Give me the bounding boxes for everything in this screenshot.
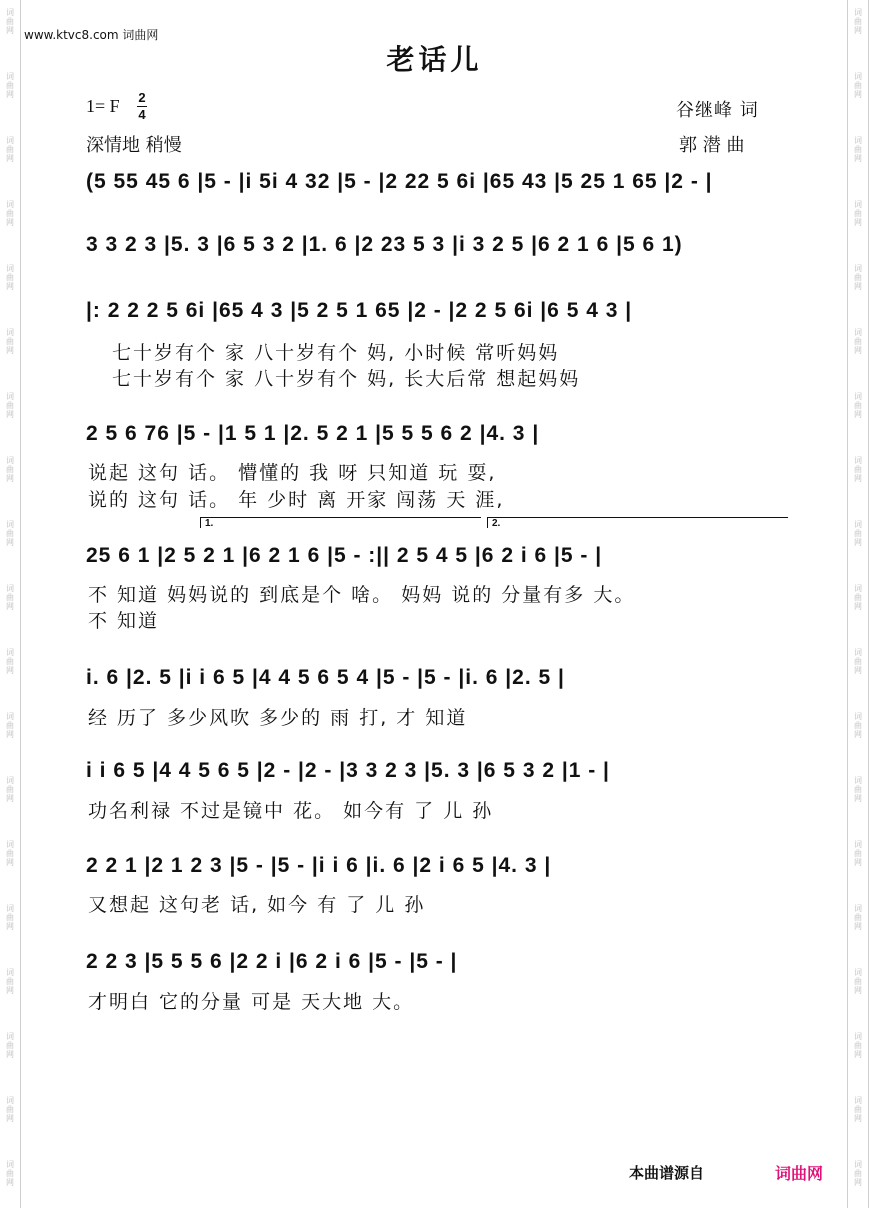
song-title: 老话儿 <box>386 43 483 76</box>
left-watermark-column <box>0 0 21 1208</box>
volta-second: 2. <box>487 517 788 528</box>
lyric-line-7: 功名利禄 不过是镜中 花。 如今有 了 儿 孙 <box>88 800 494 822</box>
watermark-text: 词 曲 网 <box>854 72 862 99</box>
watermark-text: 词 曲 网 <box>854 136 862 163</box>
score-line-8: 2 2 1 |2 1 2 3 |5 - |5 - |i i 6 |i. 6 |2 i 6 5 |4. 3 | <box>86 854 552 877</box>
right-watermark-column <box>847 0 869 1208</box>
lyric-line-3b: 七十岁有个 家 八十岁有个 妈, 长大后常 想起妈妈 <box>112 368 581 390</box>
watermark-text: 词 曲 网 <box>854 968 862 995</box>
watermark-text: 词 曲 网 <box>854 840 862 867</box>
watermark-text: 词 曲 网 <box>854 520 862 547</box>
lyric-line-3a: 七十岁有个 家 八十岁有个 妈, 小时候 常听妈妈 <box>112 342 560 364</box>
time-signature-bottom: 4 <box>138 107 146 122</box>
lyric-line-9: 才明白 它的分量 可是 天大地 大。 <box>88 991 415 1013</box>
lyric-line-4b: 说的 这句 话。 年 少时 离 开家 闯荡 天 涯, <box>88 489 505 511</box>
watermark-text: 词 曲 网 <box>6 776 14 803</box>
score-line-4: 2 5 6 76 |5 - |1 5 1 |2. 5 2 1 |5 5 5 6 2 |4. 3 | <box>86 422 540 445</box>
watermark-text: 词 曲 网 <box>854 328 862 355</box>
watermark-text: 词 曲 网 <box>854 584 862 611</box>
watermark-text: 词 曲 网 <box>854 1160 862 1187</box>
source-site-link[interactable]: 词曲网 <box>775 1164 824 1183</box>
watermark-text: 词 曲 网 <box>6 968 14 995</box>
site-url: www.ktvc8.com 词曲网 <box>24 28 159 42</box>
watermark-text: 词 曲 网 <box>6 520 14 547</box>
time-signature <box>136 90 148 123</box>
lyricist-credit: 谷继峰 词 <box>676 100 759 121</box>
lyric-line-4a: 说起 这句 话。 懵懂的 我 呀 只知道 玩 耍, <box>88 462 497 484</box>
watermark-text: 词 曲 网 <box>854 776 862 803</box>
score-line-2: 3 3 2 3 |5. 3 |6 5 3 2 |1. 6 |2 23 5 3 |i 3 2 5 |6 2 1 6 |5 6 1) <box>86 233 683 256</box>
score-line-6: i. 6 |2. 5 |i i 6 5 |4 4 5 6 5 4 |5 - |5 - |i. 6 |2. 5 | <box>86 666 565 689</box>
score-line-7: i i 6 5 |4 4 5 6 5 |2 - |2 - |3 3 2 3 |5. 3 |6 5 3 2 |1 - | <box>86 759 610 782</box>
watermark-text: 词 曲 网 <box>6 328 14 355</box>
watermark-text: 词 曲 网 <box>854 8 862 35</box>
watermark-text: 词 曲 网 <box>854 712 862 739</box>
watermark-text: 词 曲 网 <box>854 392 862 419</box>
watermark-text: 词 曲 网 <box>854 648 862 675</box>
watermark-text: 词 曲 网 <box>6 648 14 675</box>
tempo-marking: 深情地 稍慢 <box>86 135 182 156</box>
source-label: 本曲谱源自 <box>629 1164 705 1182</box>
key-signature: 1= F <box>86 96 120 116</box>
watermark-text: 词 曲 网 <box>6 8 14 35</box>
watermark-text: 词 曲 网 <box>854 904 862 931</box>
volta-first: 1. <box>200 517 481 528</box>
lyric-line-5b: 不 知道 <box>88 610 160 632</box>
watermark-text: 词 曲 网 <box>854 456 862 483</box>
watermark-text: 词 曲 网 <box>6 584 14 611</box>
score-line-5: 25 6 1 |2 5 2 1 |6 2 1 6 |5 - :|| 2 5 4 5 |6 2 i 6 |5 - | <box>86 544 603 567</box>
watermark-text: 词 曲 网 <box>6 392 14 419</box>
watermark-text: 词 曲 网 <box>854 200 862 227</box>
score-line-9: 2 2 3 |5 5 5 6 |2 2 i |6 2 i 6 |5 - |5 - | <box>86 950 458 973</box>
time-signature-top: 2 <box>138 90 146 105</box>
watermark-text: 词 曲 网 <box>6 712 14 739</box>
watermark-text: 词 曲 网 <box>6 904 14 931</box>
watermark-text: 词 曲 网 <box>6 72 14 99</box>
watermark-text: 词 曲 网 <box>6 840 14 867</box>
composer-credit: 郭 潜 曲 <box>679 135 745 156</box>
watermark-text: 词 曲 网 <box>854 1032 862 1059</box>
watermark-text: 词 曲 网 <box>6 456 14 483</box>
score-line-3: |: 2 2 2 5 6i |65 4 3 |5 2 5 1 65 |2 - |2 2 5 6i |6 5 4 3 | <box>86 299 633 322</box>
watermark-text: 词 曲 网 <box>6 1032 14 1059</box>
watermark-text: 词 曲 网 <box>6 264 14 291</box>
watermark-text: 词 曲 网 <box>6 1160 14 1187</box>
lyric-line-8: 又想起 这句老 话, 如今 有 了 儿 孙 <box>88 894 426 916</box>
watermark-text: 词 曲 网 <box>6 200 14 227</box>
watermark-text: 词 曲 网 <box>854 264 862 291</box>
score-line-1: (5 55 45 6 |5 - |i 5i 4 32 |5 - |2 22 5 6i |65 43 |5 25 1 65 |2 - | <box>86 170 713 193</box>
watermark-text: 词 曲 网 <box>6 1096 14 1123</box>
watermark-text: 词 曲 网 <box>854 1096 862 1123</box>
lyric-line-6: 经 历了 多少风吹 多少的 雨 打, 才 知道 <box>88 707 468 729</box>
watermark-text: 词 曲 网 <box>6 136 14 163</box>
lyric-line-5a: 不 知道 妈妈说的 到底是个 啥。 妈妈 说的 分量有多 大。 <box>88 584 636 606</box>
